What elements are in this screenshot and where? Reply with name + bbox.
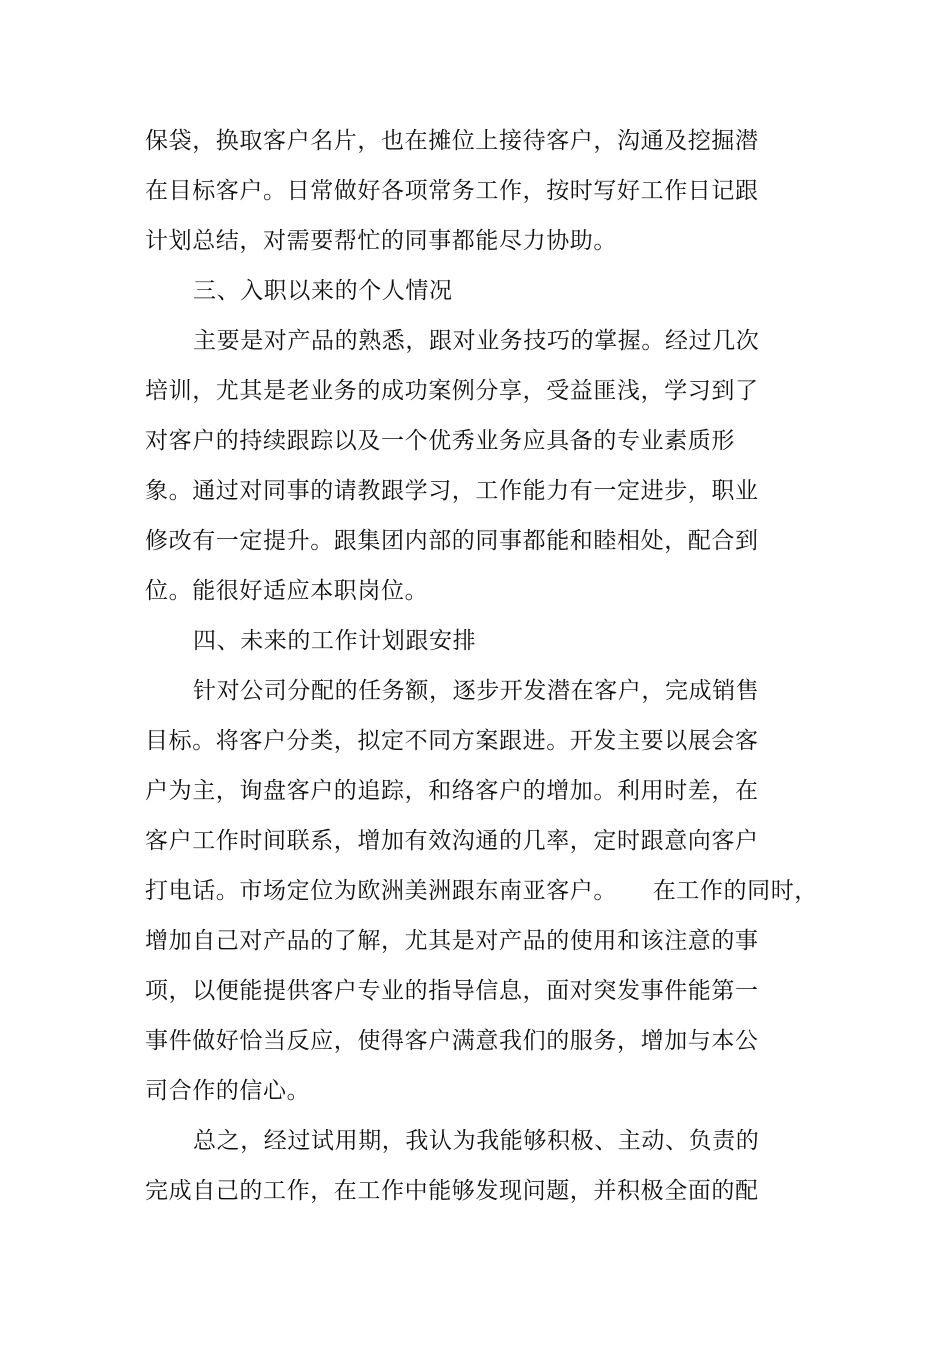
text-line: 计划总结，对需要帮忙的同事都能尽力协助。 (145, 228, 617, 254)
text-line: 总之，经过试用期，我认为我能够积极、主动、负责的 (193, 1128, 760, 1154)
text-line: 增加自己对产品的了解，尤其是对产品的使用和该注意的事 (145, 928, 759, 954)
text-line: 项，以便能提供客户专业的指导信息，面对突发事件能第一 (145, 978, 759, 1004)
text-line: 目标。将客户分类，拟定不同方案跟进。开发主要以展会客 (145, 728, 759, 754)
text-line: 司合作的信心。 (145, 1078, 311, 1104)
section-heading: 四、未来的工作计划跟安排 (193, 628, 477, 654)
text-line: 完成自己的工作，在工作中能够发现问题，并积极全面的配 (145, 1178, 759, 1204)
text-line: 在目标客户。日常做好各项常务工作，按时写好工作日记跟 (145, 178, 759, 204)
text-line: 保袋，换取客户名片，也在摊位上接待客户，沟通及挖掘潜 (145, 128, 759, 154)
text-line: 户为主，询盘客户的追踪，和络客户的增加。利用时差，在 (145, 778, 759, 804)
text-line: 修改有一定提升。跟集团内部的同事都能和睦相处，配合到 (145, 528, 759, 554)
text-line: 象。通过对同事的请教跟学习，工作能力有一定进步，职业 (145, 478, 759, 504)
text-line: 位。能很好适应本职岗位。 (145, 578, 429, 604)
text-line: 对客户的持续跟踪以及一个优秀业务应具备的专业素质形 (145, 428, 735, 454)
text-line: 打电话。市场定位为欧洲美洲跟东南亚客户。 在工作的同时， (145, 878, 818, 904)
text-line: 培训，尤其是老业务的成功案例分享，受益匪浅，学习到了 (145, 378, 759, 404)
text-line: 客户工作时间联系，增加有效沟通的几率，定时跟意向客户 (145, 828, 759, 854)
text-line: 事件做好恰当反应，使得客户满意我们的服务，增加与本公 (145, 1028, 759, 1054)
text-line: 主要是对产品的熟悉，跟对业务技巧的掌握。经过几次 (193, 328, 760, 354)
text-line: 针对公司分配的任务额，逐步开发潜在客户，完成销售 (193, 678, 760, 704)
section-heading: 三、入职以来的个人情况 (193, 278, 453, 304)
